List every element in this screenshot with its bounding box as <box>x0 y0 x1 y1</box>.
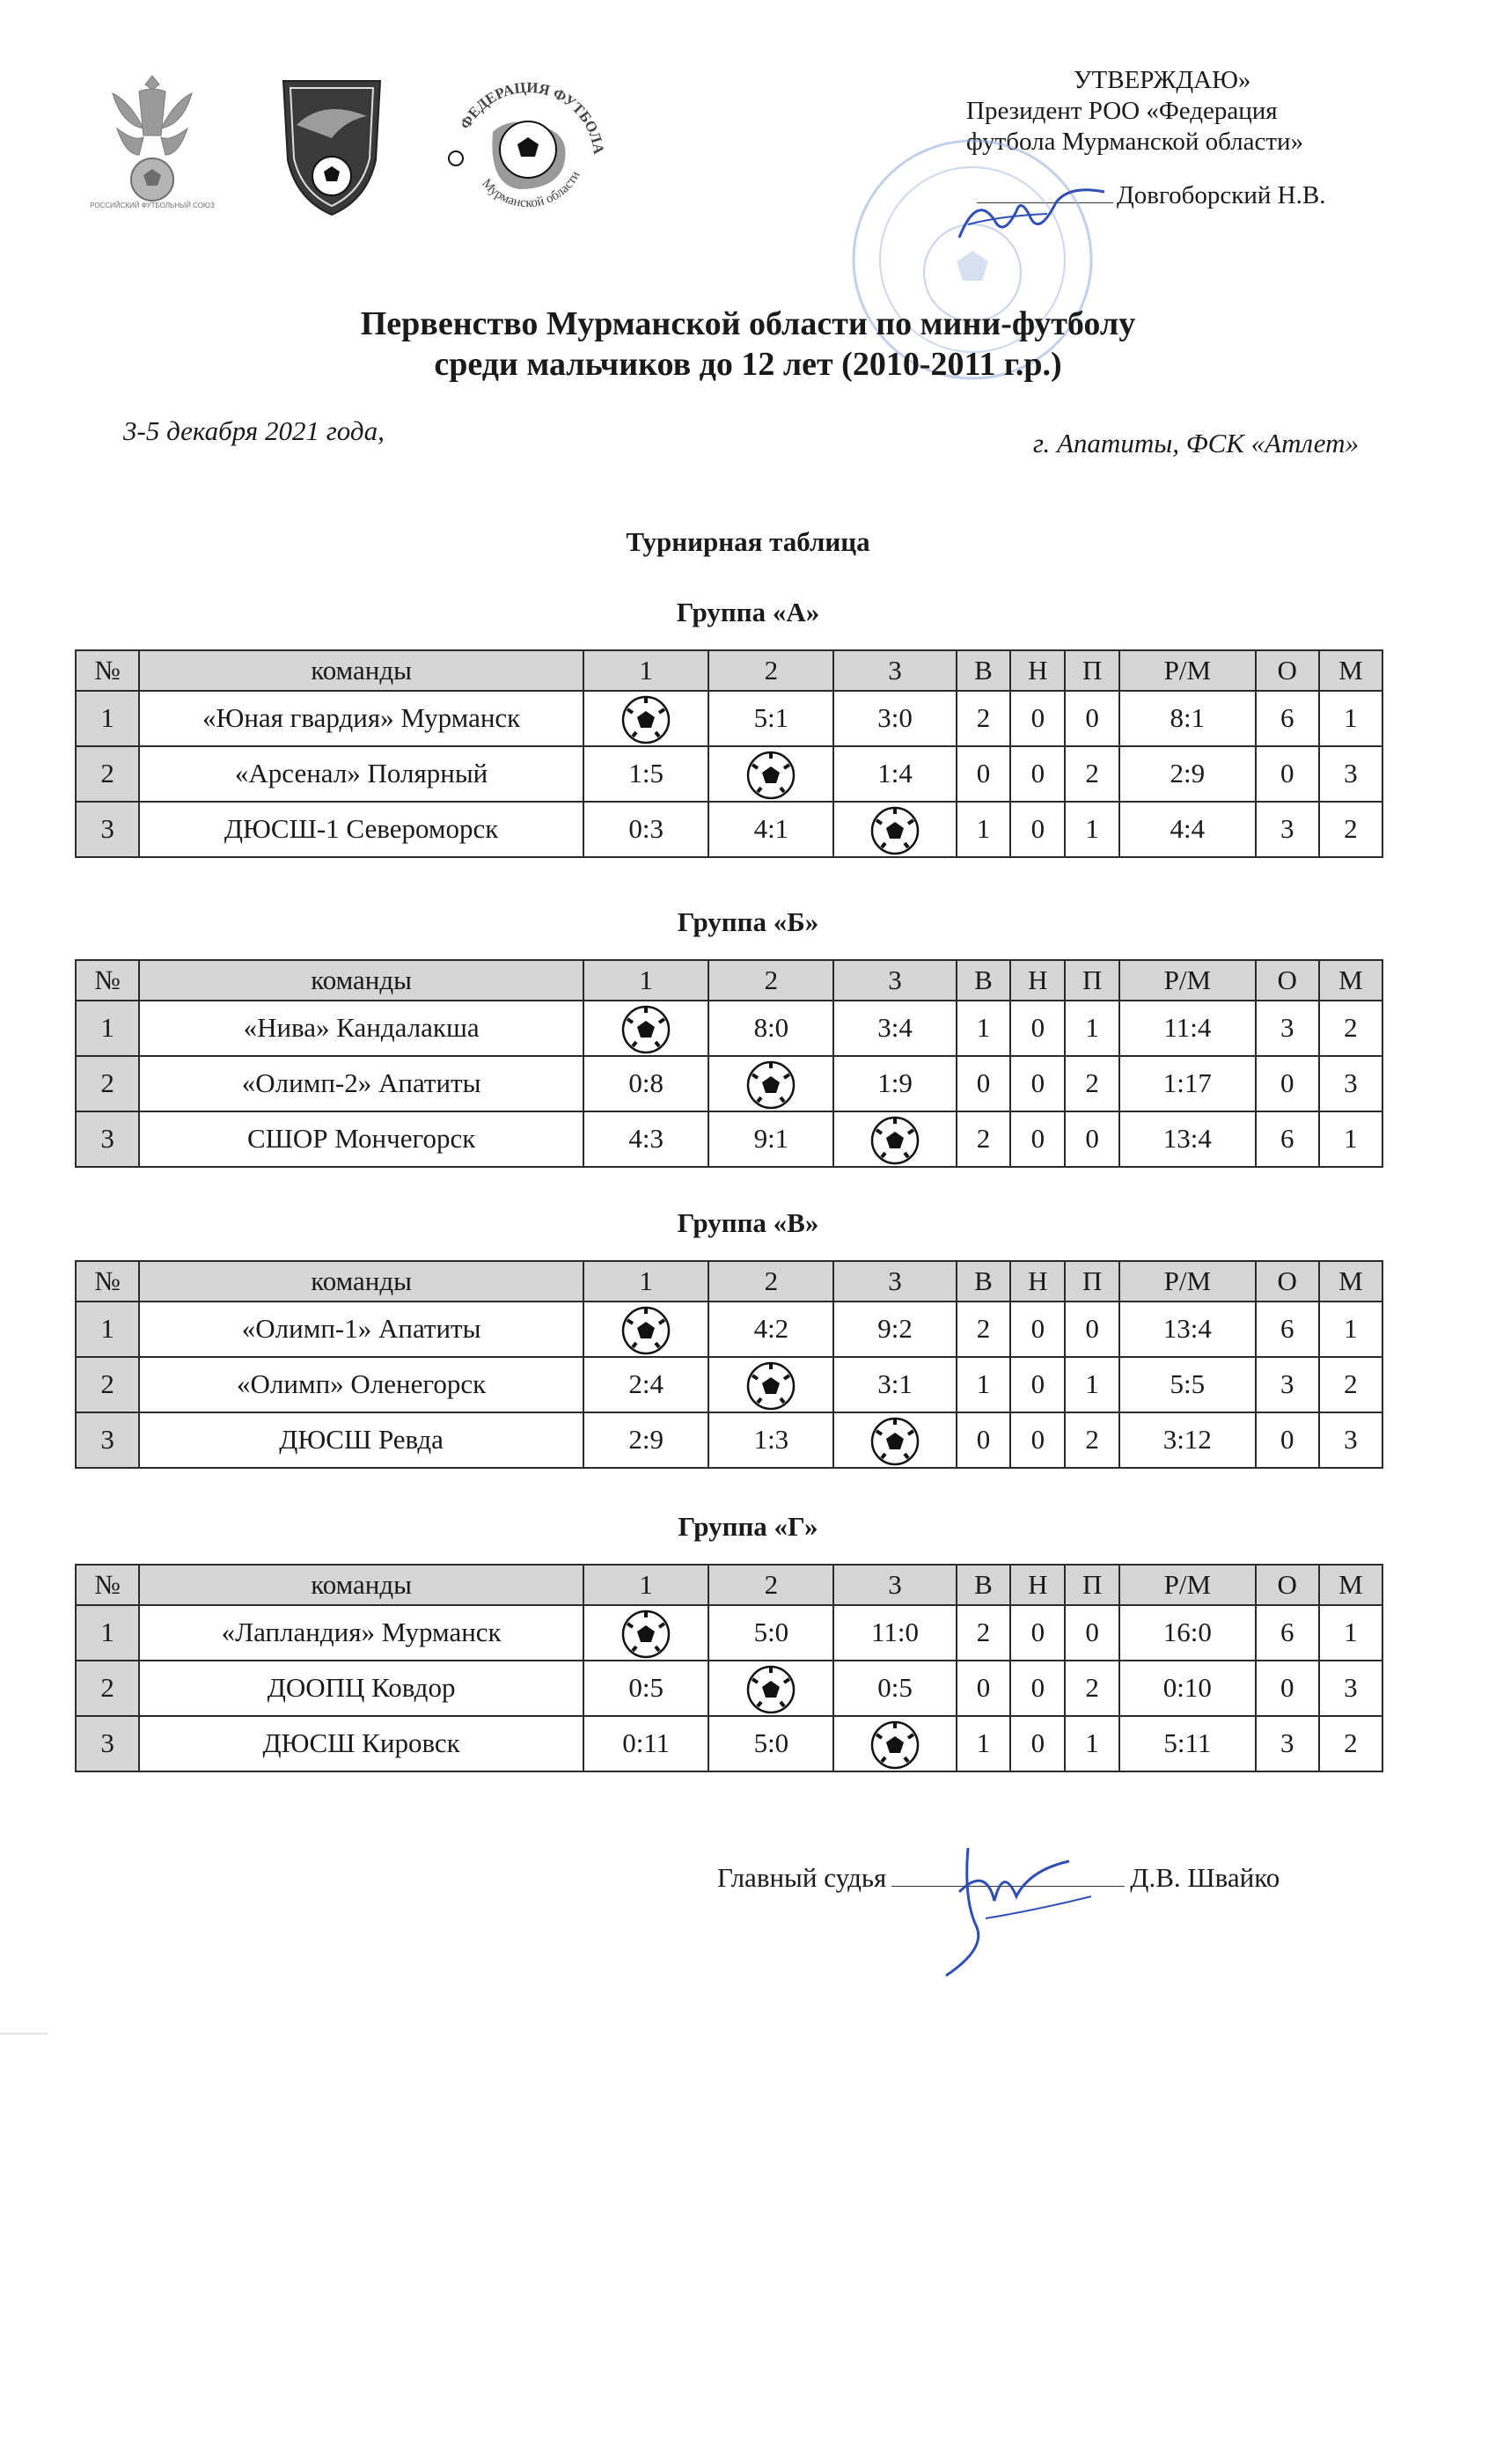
result-vs-3: 3:4 <box>833 1001 956 1056</box>
goal-ratio: 2:9 <box>1119 746 1256 802</box>
column-header: В <box>957 650 1011 691</box>
column-header: № <box>76 1261 139 1302</box>
event-date: 3-5 декабря 2021 года, <box>123 415 385 446</box>
group-title: Группа «В» <box>677 1207 819 1238</box>
result-vs-1: 0:11 <box>583 1716 708 1771</box>
column-header: 1 <box>583 1261 708 1302</box>
wins: 0 <box>957 746 1011 802</box>
column-header: команды <box>139 960 583 1001</box>
judge-name: Д.В. Швайко <box>1130 1862 1280 1893</box>
goal-ratio: 8:1 <box>1119 691 1256 746</box>
table-row <box>76 691 1382 746</box>
wins: 2 <box>957 1605 1011 1661</box>
wins: 2 <box>957 1111 1011 1167</box>
result-vs-1: 0:8 <box>583 1056 708 1111</box>
table-header-row <box>76 650 1382 691</box>
column-header: 1 <box>583 960 708 1001</box>
table-row <box>76 1001 1382 1056</box>
place: 2 <box>1319 1716 1382 1771</box>
table-header-row <box>76 1261 1382 1302</box>
draws: 0 <box>1010 802 1065 857</box>
goal-ratio: 0:10 <box>1119 1661 1256 1716</box>
column-header: П <box>1065 1565 1119 1605</box>
result-vs-2 <box>708 1056 833 1111</box>
result-vs-3 <box>833 802 956 857</box>
football-icon <box>745 1360 796 1412</box>
title-line-2: среди мальчиков до 12 лет (2010-2011 г.р.) <box>434 346 1062 383</box>
losses: 2 <box>1065 1056 1119 1111</box>
place: 1 <box>1319 691 1382 746</box>
result-vs-1: 0:3 <box>583 802 708 857</box>
table-header-row <box>76 1565 1382 1605</box>
result-vs-3: 11:0 <box>833 1605 956 1661</box>
losses: 1 <box>1065 1357 1119 1412</box>
row-number: 1 <box>76 1001 139 1056</box>
result-vs-2: 8:0 <box>708 1001 833 1056</box>
standings-table <box>75 649 1383 858</box>
goal-ratio: 16:0 <box>1119 1605 1256 1661</box>
draws: 0 <box>1010 1716 1065 1771</box>
column-header: О <box>1256 1261 1319 1302</box>
draws: 0 <box>1010 1111 1065 1167</box>
title-line-1: Первенство Мурманской области по мини-футболу <box>360 305 1136 342</box>
result-vs-2: 5:0 <box>708 1605 833 1661</box>
table-row <box>76 802 1382 857</box>
place: 3 <box>1319 1661 1382 1716</box>
column-header: П <box>1065 1261 1119 1302</box>
result-vs-3 <box>833 1412 956 1468</box>
result-vs-3: 9:2 <box>833 1302 956 1357</box>
result-vs-1: 1:5 <box>583 746 708 802</box>
losses: 0 <box>1065 1605 1119 1661</box>
wins: 1 <box>957 802 1011 857</box>
team-name: «Лапландия» Мурманск <box>139 1605 583 1661</box>
draws: 0 <box>1010 1661 1065 1716</box>
column-header: В <box>957 1565 1011 1605</box>
points: 0 <box>1256 1056 1319 1111</box>
result-vs-1: 2:4 <box>583 1357 708 1412</box>
column-header: команды <box>139 1565 583 1605</box>
column-header: 2 <box>708 1565 833 1605</box>
column-header: 3 <box>833 1261 956 1302</box>
approve-line-3: футбола Мурманской области» <box>966 128 1304 156</box>
table-row <box>76 1056 1382 1111</box>
rfs-caption: РОССИЙСКИЙ ФУТБОЛЬНЫЙ СОЮЗ <box>90 202 215 209</box>
column-header: О <box>1256 1565 1319 1605</box>
row-number: 2 <box>76 1357 139 1412</box>
group-title: Группа «Б» <box>677 906 819 937</box>
football-icon <box>869 1720 920 1771</box>
team-name: ДООПЦ Ковдор <box>139 1661 583 1716</box>
column-header: М <box>1319 650 1382 691</box>
result-vs-3: 3:0 <box>833 691 956 746</box>
approve-line-2: Президент РОО «Федерация <box>966 97 1278 125</box>
result-vs-2 <box>708 1661 833 1716</box>
row-number: 3 <box>76 802 139 857</box>
murmansk-federation-logo <box>440 62 616 229</box>
wins: 2 <box>957 691 1011 746</box>
result-vs-3: 0:5 <box>833 1661 956 1716</box>
losses: 2 <box>1065 1661 1119 1716</box>
column-header: 3 <box>833 1565 956 1605</box>
team-name: «Нива» Кандалакша <box>139 1001 583 1056</box>
column-header: В <box>957 1261 1011 1302</box>
football-icon <box>620 1305 671 1356</box>
column-header: 3 <box>833 960 956 1001</box>
team-name: «Юная гвардия» Мурманск <box>139 691 583 746</box>
column-header: Р/М <box>1119 960 1256 1001</box>
result-vs-2 <box>708 746 833 802</box>
result-vs-1 <box>583 1605 708 1661</box>
column-header: Р/М <box>1119 1565 1256 1605</box>
column-header: Н <box>1010 960 1065 1001</box>
column-header: команды <box>139 1261 583 1302</box>
draws: 0 <box>1010 1412 1065 1468</box>
losses: 2 <box>1065 746 1119 802</box>
wins: 2 <box>957 1302 1011 1357</box>
row-number: 2 <box>76 1661 139 1716</box>
column-header: 2 <box>708 1261 833 1302</box>
goal-ratio: 13:4 <box>1119 1111 1256 1167</box>
table-row <box>76 1302 1382 1357</box>
team-name: ДЮСШ Кировск <box>139 1716 583 1771</box>
result-vs-1: 0:5 <box>583 1661 708 1716</box>
event-place: г. Апатиты, ФСК «Атлет» <box>1032 428 1359 458</box>
wins: 0 <box>957 1056 1011 1111</box>
losses: 2 <box>1065 1412 1119 1468</box>
place: 3 <box>1319 1412 1382 1468</box>
team-name: ДЮСШ-1 Североморск <box>139 802 583 857</box>
place: 2 <box>1319 1357 1382 1412</box>
points: 6 <box>1256 691 1319 746</box>
column-header: О <box>1256 960 1319 1001</box>
column-header: О <box>1256 650 1319 691</box>
document-title <box>0 304 1496 385</box>
result-vs-2: 4:1 <box>708 802 833 857</box>
federation-arc-bottom: Мурманской области <box>479 168 583 211</box>
result-vs-3: 1:4 <box>833 746 956 802</box>
football-icon <box>745 750 796 801</box>
team-name: «Арсенал» Полярный <box>139 746 583 802</box>
points: 3 <box>1256 1001 1319 1056</box>
column-header: Н <box>1010 1261 1065 1302</box>
column-header: № <box>76 650 139 691</box>
result-vs-2: 4:2 <box>708 1302 833 1357</box>
row-number: 1 <box>76 1302 139 1357</box>
points: 6 <box>1256 1302 1319 1357</box>
team-name: «Олимп-2» Апатиты <box>139 1056 583 1111</box>
row-number: 3 <box>76 1412 139 1468</box>
column-header: 1 <box>583 650 708 691</box>
table-header-row <box>76 960 1382 1001</box>
points: 3 <box>1256 1716 1319 1771</box>
losses: 0 <box>1065 1302 1119 1357</box>
result-vs-2: 5:1 <box>708 691 833 746</box>
place: 1 <box>1319 1605 1382 1661</box>
column-header: Н <box>1010 650 1065 691</box>
judge-label: Главный судья <box>717 1862 887 1893</box>
team-name: СШОР Мончегорск <box>139 1111 583 1167</box>
column-header: М <box>1319 1565 1382 1605</box>
football-icon <box>745 1060 796 1111</box>
scan-edge <box>0 2033 48 2035</box>
losses: 1 <box>1065 1716 1119 1771</box>
football-icon <box>620 694 671 745</box>
column-header: 1 <box>583 1565 708 1605</box>
table-row <box>76 1661 1382 1716</box>
place: 2 <box>1319 802 1382 857</box>
federation-arc-top: ФЕДЕРАЦИЯ ФУТБОЛА <box>456 78 607 156</box>
column-header: В <box>957 960 1011 1001</box>
points: 3 <box>1256 802 1319 857</box>
football-icon <box>620 1609 671 1660</box>
president-signature <box>950 185 1118 255</box>
row-number: 3 <box>76 1111 139 1167</box>
result-vs-2: 5:0 <box>708 1716 833 1771</box>
draws: 0 <box>1010 1056 1065 1111</box>
place: 1 <box>1319 1111 1382 1167</box>
club-shield-logo <box>275 72 389 222</box>
losses: 1 <box>1065 1001 1119 1056</box>
draws: 0 <box>1010 1001 1065 1056</box>
wins: 0 <box>957 1412 1011 1468</box>
goal-ratio: 5:5 <box>1119 1357 1256 1412</box>
draws: 0 <box>1010 1357 1065 1412</box>
result-vs-1 <box>583 1302 708 1357</box>
result-vs-2 <box>708 1357 833 1412</box>
place: 3 <box>1319 1056 1382 1111</box>
result-vs-3: 1:9 <box>833 1056 956 1111</box>
losses: 0 <box>1065 691 1119 746</box>
goal-ratio: 3:12 <box>1119 1412 1256 1468</box>
result-vs-1: 4:3 <box>583 1111 708 1167</box>
group-title: Группа «А» <box>676 597 820 627</box>
football-icon <box>869 1115 920 1166</box>
table-title: Турнирная таблица <box>626 526 870 557</box>
rfs-eagle-logo <box>90 67 215 216</box>
football-icon <box>620 1004 671 1055</box>
place: 3 <box>1319 746 1382 802</box>
points: 6 <box>1256 1111 1319 1167</box>
table-row <box>76 1412 1382 1468</box>
column-header: Н <box>1010 1565 1065 1605</box>
goal-ratio: 4:4 <box>1119 802 1256 857</box>
column-header: команды <box>139 650 583 691</box>
football-icon <box>869 1416 920 1467</box>
column-header: 2 <box>708 650 833 691</box>
group-title: Группа «Г» <box>678 1511 818 1542</box>
goal-ratio: 11:4 <box>1119 1001 1256 1056</box>
points: 0 <box>1256 1661 1319 1716</box>
column-header: М <box>1319 960 1382 1001</box>
standings-table <box>75 959 1383 1168</box>
row-number: 2 <box>76 1056 139 1111</box>
column-header: П <box>1065 650 1119 691</box>
wins: 0 <box>957 1661 1011 1716</box>
points: 0 <box>1256 746 1319 802</box>
result-vs-3: 3:1 <box>833 1357 956 1412</box>
approve-heading: УТВЕРЖДАЮ» <box>1074 66 1251 94</box>
column-header: 3 <box>833 650 956 691</box>
column-header: Р/М <box>1119 1261 1256 1302</box>
column-header: № <box>76 1565 139 1605</box>
team-name: «Олимп-1» Апатиты <box>139 1302 583 1357</box>
losses: 1 <box>1065 802 1119 857</box>
place: 2 <box>1319 1001 1382 1056</box>
row-number: 2 <box>76 746 139 802</box>
losses: 0 <box>1065 1111 1119 1167</box>
team-name: ДЮСШ Ревда <box>139 1412 583 1468</box>
goal-ratio: 13:4 <box>1119 1302 1256 1357</box>
wins: 1 <box>957 1357 1011 1412</box>
result-vs-3 <box>833 1716 956 1771</box>
table-row <box>76 1716 1382 1771</box>
column-header: 2 <box>708 960 833 1001</box>
points: 6 <box>1256 1605 1319 1661</box>
approve-signer: Довгоборский Н.В. <box>1117 181 1326 209</box>
goal-ratio: 1:17 <box>1119 1056 1256 1111</box>
result-vs-2: 1:3 <box>708 1412 833 1468</box>
standings-table <box>75 1260 1383 1469</box>
column-header: Р/М <box>1119 650 1256 691</box>
table-row <box>76 1357 1382 1412</box>
wins: 1 <box>957 1001 1011 1056</box>
table-row <box>76 1111 1382 1167</box>
row-number: 1 <box>76 1605 139 1661</box>
football-icon <box>869 805 920 856</box>
points: 0 <box>1256 1412 1319 1468</box>
result-vs-3 <box>833 1111 956 1167</box>
table-row <box>76 746 1382 802</box>
team-name: «Олимп» Оленегорск <box>139 1357 583 1412</box>
points: 3 <box>1256 1357 1319 1412</box>
table-row <box>76 1605 1382 1661</box>
draws: 0 <box>1010 1302 1065 1357</box>
column-header: № <box>76 960 139 1001</box>
football-icon <box>745 1664 796 1715</box>
wins: 1 <box>957 1716 1011 1771</box>
result-vs-1: 2:9 <box>583 1412 708 1468</box>
result-vs-2: 9:1 <box>708 1111 833 1167</box>
result-vs-1 <box>583 1001 708 1056</box>
row-number: 1 <box>76 691 139 746</box>
judge-signature <box>933 1830 1126 1980</box>
goal-ratio: 5:11 <box>1119 1716 1256 1771</box>
draws: 0 <box>1010 746 1065 802</box>
standings-table <box>75 1564 1383 1772</box>
place: 1 <box>1319 1302 1382 1357</box>
draws: 0 <box>1010 691 1065 746</box>
column-header: П <box>1065 960 1119 1001</box>
column-header: М <box>1319 1261 1382 1302</box>
draws: 0 <box>1010 1605 1065 1661</box>
row-number: 3 <box>76 1716 139 1771</box>
result-vs-1 <box>583 691 708 746</box>
